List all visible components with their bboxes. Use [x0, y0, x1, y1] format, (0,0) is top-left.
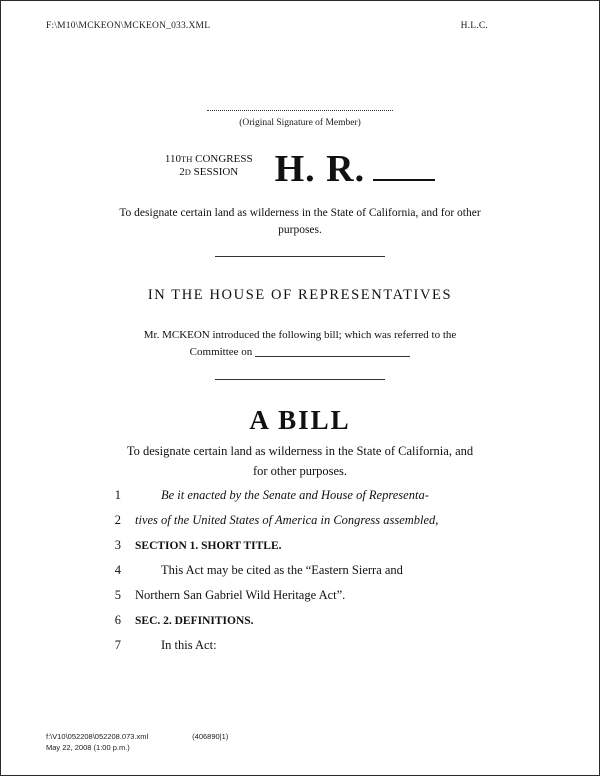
footer-top-row — [46, 731, 228, 742]
bill-body-line — [41, 588, 559, 613]
signature-block — [1, 109, 599, 128]
line-number: 7 — [114, 638, 121, 652]
footer-document-code: (406890|1) — [192, 732, 229, 741]
committee-referral-line — [119, 344, 481, 361]
sponsor-prefix: Mr. — [143, 329, 163, 341]
signature-dotted-line — [207, 109, 393, 111]
divider-rule-bottom — [215, 379, 385, 380]
line-text: Northern San Gabriel Wild Heritage Act”. — [135, 588, 346, 602]
sponsor-member-name: MCKEON — [162, 329, 210, 341]
session-word: SESSION — [193, 166, 239, 178]
session-number: 2 — [179, 166, 185, 178]
line-text: SECTION 1. SHORT TITLE. — [135, 540, 282, 552]
bill-title: A BILL — [249, 405, 351, 435]
bill-number-blank-field[interactable] — [373, 149, 435, 181]
line-number: 4 — [114, 563, 121, 577]
line-number: 5 — [114, 588, 121, 602]
congress-word: CONGRESS — [195, 153, 253, 165]
bill-designator: H. R. — [274, 148, 366, 190]
footer-file-path: f:\V10\052208\052208.073.xml — [46, 732, 149, 741]
document-header — [46, 21, 554, 31]
bill-subtitle: To designate certain land as wilderness in the State of California, and for other purposes. — [126, 444, 474, 478]
line-text: tives of the United States of America in Congress assembled, — [135, 513, 439, 527]
signature-caption: (Original Signature of Member) — [239, 118, 361, 128]
line-text: In this Act: — [161, 638, 217, 652]
line-number: 6 — [114, 613, 121, 627]
header-office-code: H.L.C. — [460, 21, 488, 31]
footer-timestamp: May 22, 2008 (1:00 p.m.) — [46, 743, 130, 752]
session-line — [165, 166, 253, 179]
congress-session-label — [165, 149, 253, 179]
congress-number-ordinal: TH — [181, 154, 193, 164]
committee-label: Committee on — [189, 346, 253, 358]
line-text: SEC. 2. DEFINITIONS. — [135, 615, 254, 627]
bill-body-line — [41, 638, 559, 663]
bill-body-line — [41, 563, 559, 588]
chamber-heading: IN THE HOUSE OF REPRESENTATIVES — [147, 287, 453, 303]
congress-heading — [1, 149, 599, 188]
committee-blank-field[interactable] — [255, 345, 410, 357]
session-ordinal: D — [184, 167, 191, 177]
line-text: Be it enacted by the Senate and House of Representa- — [161, 488, 429, 502]
sponsor-statement — [119, 327, 481, 361]
divider-rule-top — [215, 256, 385, 257]
bill-body-line — [41, 513, 559, 538]
sponsor-action-text: introduced the following bill; which was referred to the — [209, 329, 457, 341]
line-number: 2 — [114, 513, 121, 527]
bill-body-line — [41, 488, 559, 513]
line-text: This Act may be cited as the “Eastern Sierra and — [161, 563, 403, 577]
congress-number: 110 — [164, 153, 182, 165]
document-footer — [46, 731, 228, 753]
bill-body-line — [41, 613, 559, 638]
congress-number-line — [165, 153, 253, 166]
bill-body-line — [41, 538, 559, 563]
bill-purpose-statement: To designate certain land as wilderness in the State of California, and for other purposes. — [119, 207, 481, 236]
bill-body — [41, 488, 559, 663]
bill-number-group — [275, 149, 436, 188]
line-number: 3 — [114, 538, 121, 552]
header-file-path: F:\M10\MCKEON\MCKEON_033.XML — [46, 21, 211, 31]
line-number: 1 — [114, 488, 121, 502]
